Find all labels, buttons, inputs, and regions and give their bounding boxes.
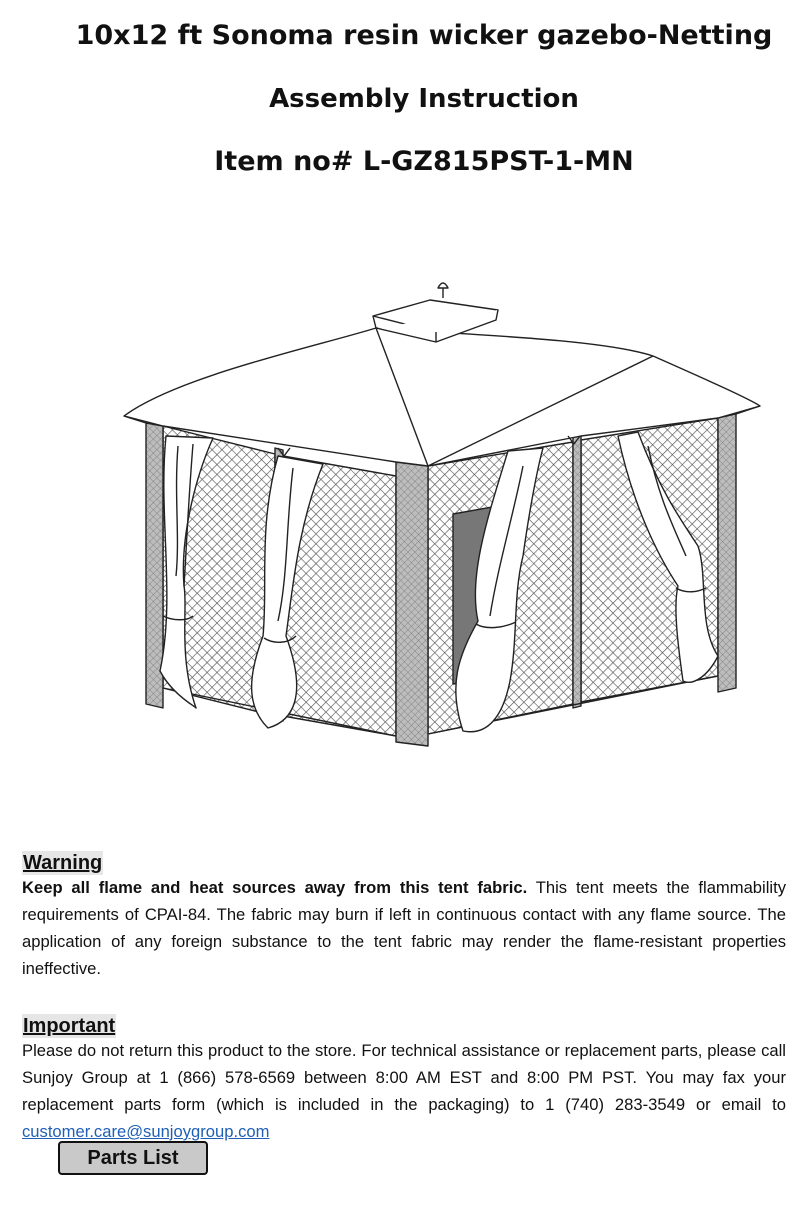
document-subtitle: Assembly Instruction (269, 84, 579, 114)
warning-bold-text: Keep all flame and heat sources away from this tent fabric. (22, 878, 528, 897)
warning-heading: Warning (23, 852, 103, 874)
parts-list-button[interactable]: Parts List (58, 1141, 208, 1175)
document-title: 10x12 ft Sonoma resin wicker gazebo-Netting (75, 20, 773, 51)
support-email-link[interactable]: customer.care@sunjoygroup.com (22, 1122, 270, 1141)
warning-paragraph (22, 874, 786, 982)
gazebo-illustration (118, 276, 768, 756)
item-number: Item no# L-GZ815PST-1-MN (214, 146, 634, 177)
important-text: Please do not return this product to the store. For technical assistance or replacement parts, please call Sunjoy Group at 1 (866) 578-6569 between 8:00 AM EST and 8:00 PM PST. You may fax your replacement parts form (which is included in the packaging) to 1 (740) 283-3549 or email to (22, 1041, 786, 1114)
important-heading: Important (23, 1015, 116, 1037)
important-paragraph (22, 1037, 786, 1145)
warning-text: This tent meets the flammability requirements of CPAI-84. The fabric may burn if left in continuous contact with any flame source. The application of any foreign substance to the tent fabric may render the flame-resistant properties ineffective. (22, 878, 786, 978)
